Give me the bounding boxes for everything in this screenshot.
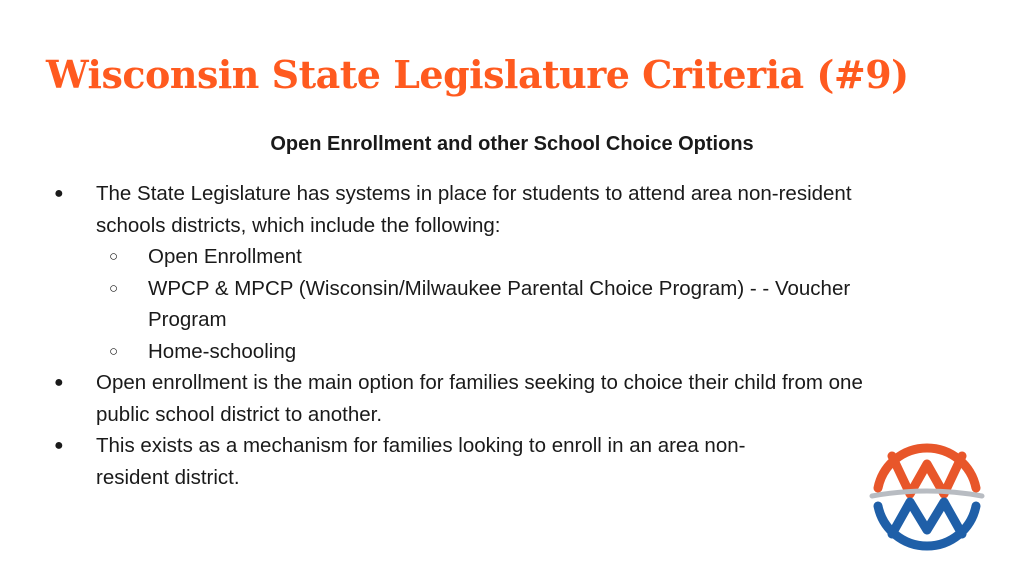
bullet-item: [52, 430, 962, 493]
sub-bullet-text-line: Program: [148, 308, 227, 331]
slide-subtitle: Open Enrollment and other School Choice Options: [270, 133, 754, 155]
sub-bullet-text-line: Open Enrollment: [148, 245, 302, 268]
bullet-item: [52, 178, 962, 241]
sub-bullet-circle-icon: ○: [109, 279, 119, 297]
bullet-text-line: The State Legislature has systems in place for students to attend area non-resident: [96, 182, 852, 205]
sub-bullet-item: [52, 336, 962, 368]
bullet-text-line: resident district.: [96, 465, 240, 489]
sub-bullet-text-line: Home-schooling: [148, 339, 297, 363]
sub-bullet-circle-icon: ○: [109, 248, 119, 265]
bullet-dot-icon: ●: [54, 374, 64, 391]
sub-bullet-item: [52, 241, 962, 273]
wm-monogram-icon: [866, 436, 988, 554]
bullet-text-line: public school district to another.: [96, 402, 383, 426]
bullet-dot-icon: ●: [54, 437, 64, 454]
bullet-list: [52, 178, 962, 493]
sub-bullet-item: [52, 273, 962, 336]
bullet-dot-icon: ●: [54, 185, 64, 202]
bullet-text-line: Open enrollment is the main option for families seeking to choice their child from one: [96, 371, 863, 394]
logo-m-letter: [892, 502, 962, 534]
slide-title: Wisconsin State Legislature Criteria (#9): [46, 52, 909, 97]
sub-bullet-circle-icon: ○: [109, 342, 119, 360]
bullet-item: [52, 367, 962, 430]
bullet-text-line: schools districts, which include the following:: [96, 213, 501, 237]
logo-w-letter: [892, 456, 962, 494]
logo-divider: [872, 491, 982, 496]
sub-bullet-text-line: WPCP & MPCP (Wisconsin/Milwaukee Parental Choice Program) - - Voucher: [148, 276, 851, 300]
bullet-text-line: This exists as a mechanism for families looking to enroll in an area non-: [96, 434, 746, 457]
